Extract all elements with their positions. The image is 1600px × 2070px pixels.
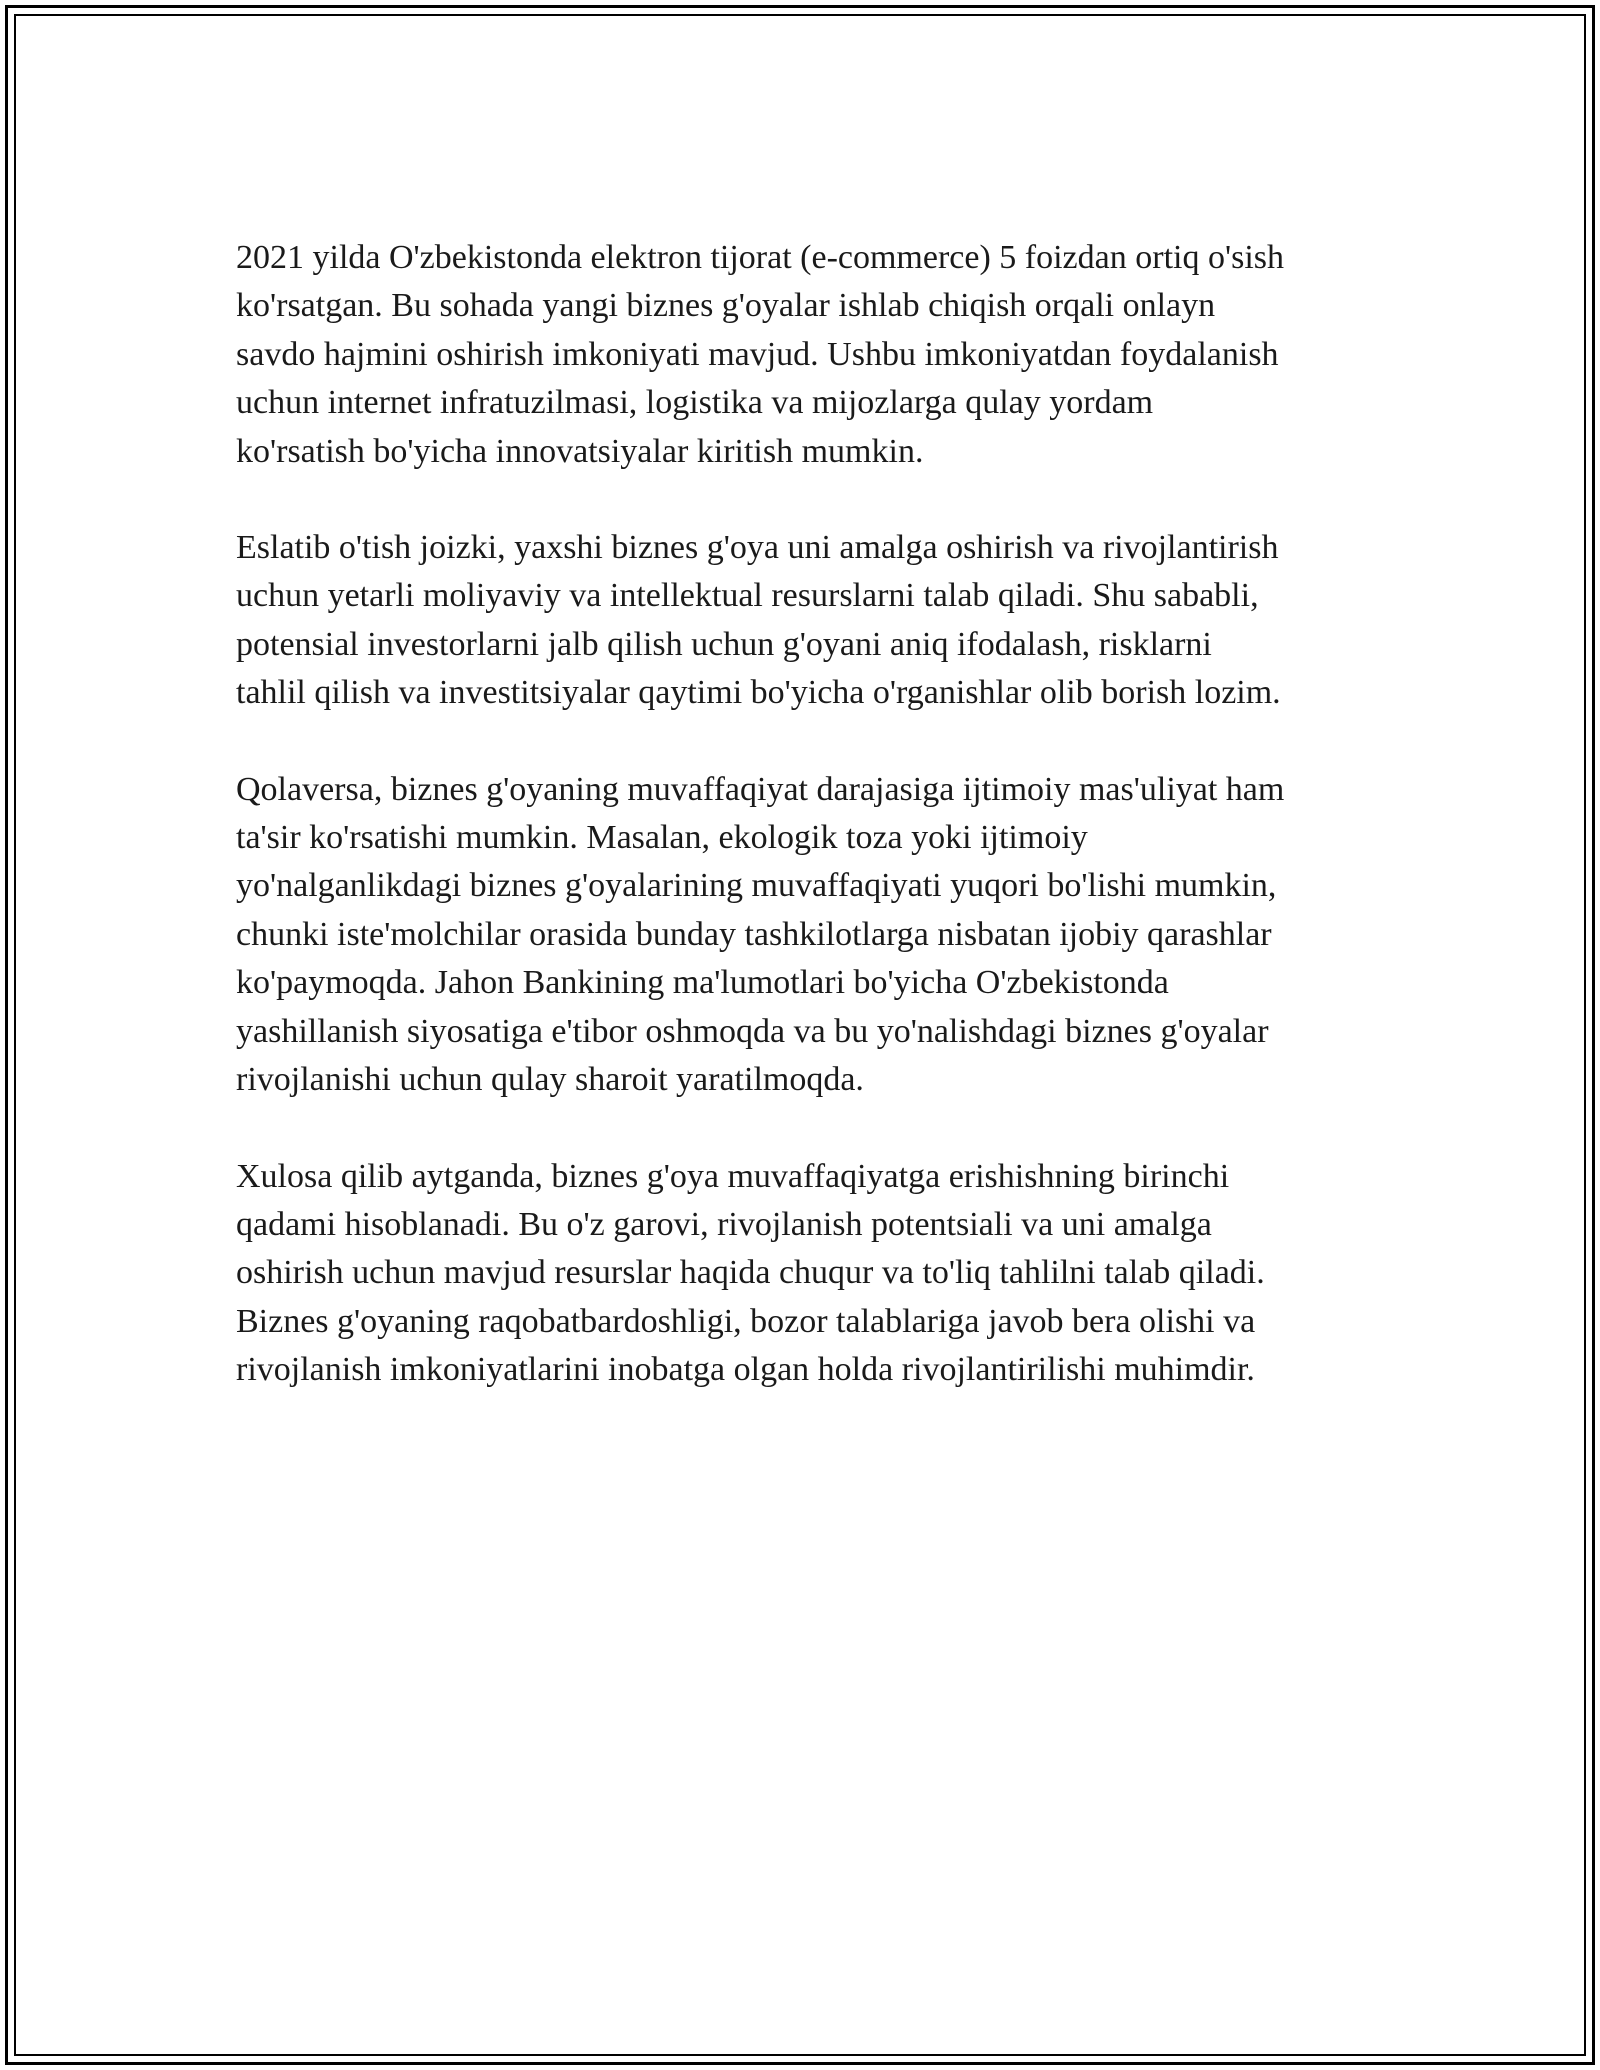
text-line: ta'sir ko'rsatishi mumkin. Masalan, ekologik toza yoki ijtimoiy [236, 819, 1088, 857]
text-line: savdo hajmini oshirish imkoniyati mavjud. Ushbu imkoniyatdan foydalanish [236, 335, 1279, 373]
text-line: uchun internet infratuzilmasi, logistika va mijozlarga qulay yordam [236, 384, 1154, 422]
text-line: Xulosa qilib aytganda, biznes g'oya muvaffaqiyatga erishishning birinchi [236, 1157, 1230, 1195]
paragraph-ecommerce [236, 234, 1376, 476]
document-body [236, 234, 1376, 1443]
paragraph-conclusion [236, 1153, 1376, 1395]
paragraph-social-responsibility [236, 766, 1376, 1105]
text-line: Biznes g'oyaning raqobatbardoshligi, bozor talablariga javob bera olishi va [236, 1302, 1256, 1340]
text-line: yo'nalganlikdagi biznes g'oyalarining muvaffaqiyati yuqori bo'lishi mumkin, [236, 867, 1277, 905]
text-line: 2021 yilda O'zbekistonda elektron tijorat (e-commerce) 5 foizdan ortiq o'sish [236, 239, 1284, 276]
text-line: ko'rsatgan. Bu sohada yangi biznes g'oyalar ishlab chiqish orqali onlayn [236, 287, 1216, 325]
text-line: Qolaversa, biznes g'oyaning muvaffaqiyat darajasiga ijtimoiy mas'uliyat ham [236, 770, 1285, 808]
text-line: qadami hisoblanadi. Bu o'z garovi, rivojlanish potentsiali va uni amalga [236, 1205, 1212, 1243]
text-line: tahlil qilish va investitsiyalar qaytimi bo'yicha o'rganishlar olib borish lozim. [236, 674, 1281, 712]
text-line: oshirish uchun mavjud resurslar haqida chuqur va to'liq tahlilni talab qiladi. [236, 1254, 1265, 1292]
text-line: ko'paymoqda. Jahon Bankining ma'lumotlari bo'yicha O'zbekistonda [236, 964, 1169, 1002]
text-line: Eslatib o'tish joizki, yaxshi biznes g'oya uni amalga oshirish va rivojlantirish [236, 529, 1279, 567]
text-line: uchun yetarli moliyaviy va intellektual resurslarni talab qiladi. Shu sababli, [236, 577, 1259, 615]
text-line: ko'rsatish bo'yicha innovatsiyalar kiritish mumkin. [236, 432, 924, 470]
text-line: rivojlanishi uchun qulay sharoit yaratilmoqda. [236, 1061, 864, 1099]
paragraph-resources [236, 524, 1376, 718]
text-line: potensial investorlarni jalb qilish uchun g'oyani aniq ifodalash, risklarni [236, 625, 1212, 663]
text-line: chunki iste'molchilar orasida bunday tashkilotlarga nisbatan ijobiy qarashlar [236, 915, 1272, 953]
text-line: rivojlanish imkoniyatlarini inobatga olgan holda rivojlantirilishi muhimdir. [236, 1351, 1255, 1389]
text-line: yashillanish siyosatiga e'tibor oshmoqda va bu yo'nalishdagi biznes g'oyalar [236, 1012, 1269, 1050]
